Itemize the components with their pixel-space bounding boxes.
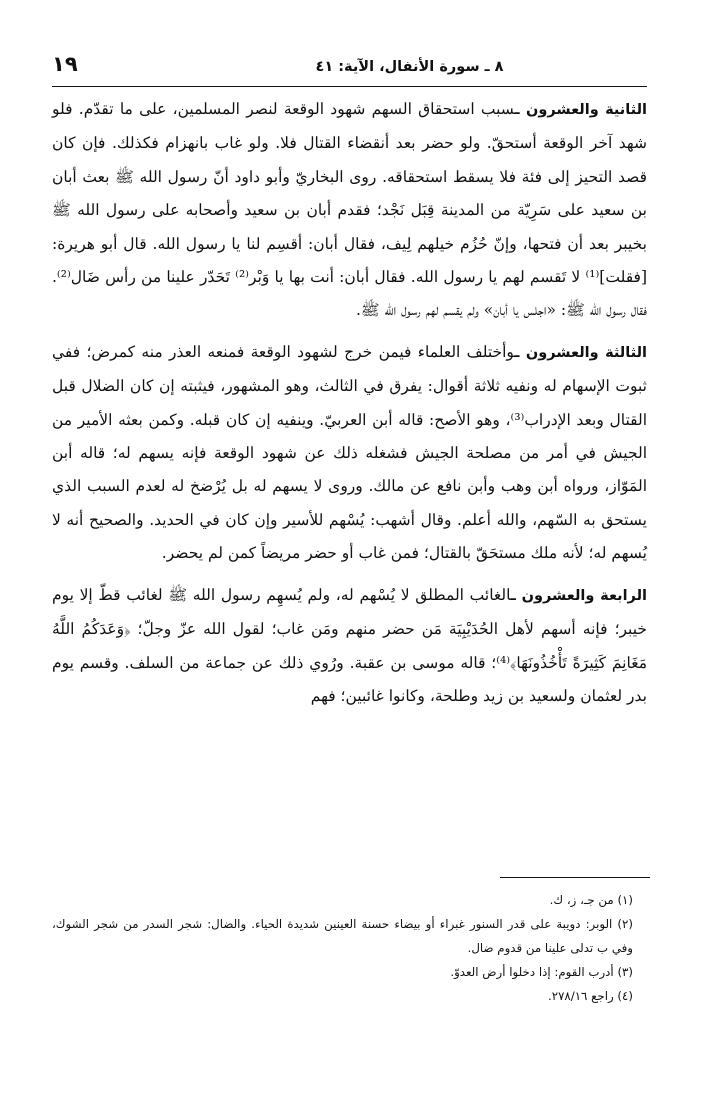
paragraph-23 [52, 336, 647, 571]
footnote-2: (٢) الوبر: دويبة على قدر السنور غبراء أو بيضاء حسنة العينين شديدة الحياء. والضال: شجر السدر من شجر الشوك، وفي ب تدلى علينا من قدوم ضال. [52, 917, 633, 955]
footnote-separator [500, 877, 650, 878]
page-header [52, 52, 647, 87]
paragraph-heading: الرابعة والعشرون ـ [510, 587, 647, 604]
paragraph-body: وأختلف العلماء فيمن خرج لشهود الوقعة فمنعه العذر منه كمرض؛ ففي ثبوت الإسهام له ونفيه ثلاثة أقوال: يفرق في الثالث، وهو المشهور، فيثبته إن كان الضلال قبل القتال وبعد الإدراب⁽³⁾، وهو الأصح: قاله أبن العربيّ. وينفيه إن كان قبله. وكمن بعثه الأمير من الجيش في أمر من مصلحة الجيش فشغله ذلك عن شهود الوقعة فإنه يسهم له؛ قاله أبن المَوّاز، ورواه أبن وهب وأبن نافع عن مالك. وروى لا يسهم له بل يُرْضخ له لعدم السبب الذي يستحق به السّهم، والله أعلم. وقال أشهب: يُسْهم للأسير وإن كان في الحديد. والصحيح أنه لا يُسهم له؛ لأنه ملك مستحَقّ بالقتال؛ فمن غاب أو حضر مريضاً كمن لم يحضر. [52, 342, 648, 563]
footnote-3: (٣) أدرب القوم: إذا دخلوا أرض العدوّ. [450, 965, 633, 979]
footnote-1: (١) من جـ، ز، ك. [549, 893, 633, 907]
running-title: ٨ ـ سورة الأنفال، الآية: ٤١ [315, 59, 504, 75]
paragraph-body: سبب استحقاق السهم شهود الوقعة لنصر المسلمين، على ما تقدّم. فلو شهد آخر الوقعة أستحقّ. ولو حضر بعد أنقضاء القتال فلا. ولو غاب بانهزام فكذلك. فإن كان قصد التحيز إلى فئة فلا يسقط استحقاقه. روى البخاريّ وأبو داود أنّ رسول الله ﷺ بعث أبان بن سعيد على سَرِيّة من المدينة قِبَل نَجْد؛ فقدم أبان بن سعيد وأصحابه على رسول الله ﷺ بخيبر بعد أن فتحها، وإنّ حُزُم خيلهم لِيف، فقال أبان: أقسِم لنا يا رسول الله. قال أبو هريرة: [فقلت]⁽¹⁾ لا تَقسم لهم يا رسول الله. فقال أبان: أنت بها يا وَبْر⁽²⁾ تَحَدّر علينا من رأس ضَال⁽²⁾. فقال رسول الله ﷺ: «اجلس يا أبان» ولم يقسم لهم رسول الله ﷺ. [52, 100, 648, 320]
paragraph-22 [52, 93, 647, 328]
page-number: ١٩ [52, 52, 78, 76]
main-text [52, 93, 647, 713]
footnotes [52, 888, 647, 1008]
paragraph-24 [52, 579, 647, 714]
paragraph-heading: الثالثة والعشرون ـ [514, 344, 648, 361]
footnote-4: (٤) راجع ٢٧٨/١٦. [547, 989, 633, 1003]
paragraph-body: الغائب المطلق لا يُسْهم له، ولم يُسهِم رسول الله ﷺ لغائب قطّ إلا يوم خيبر؛ فإنه أسهم لأهل الحُدَيْبِيَة مَن حضر منهم ومَن غاب؛ لقول الله عزّ وجلّ؛ ﴿وَعَدَكُمُ اللَّهُ مَغَانِمَ كَثِيرَةً تَأْخُذُونَهَا﴾⁽⁴⁾؛ قاله موسى بن عقبة. ورُوي ذلك عن جماعة من السلف. وقسم يوم بدر لعثمان ولسعيد بن زيد وطلحة، وكانوا غائبين؛ فهم [52, 585, 647, 705]
paragraph-heading: الثانية والعشرون ـ [514, 102, 648, 118]
